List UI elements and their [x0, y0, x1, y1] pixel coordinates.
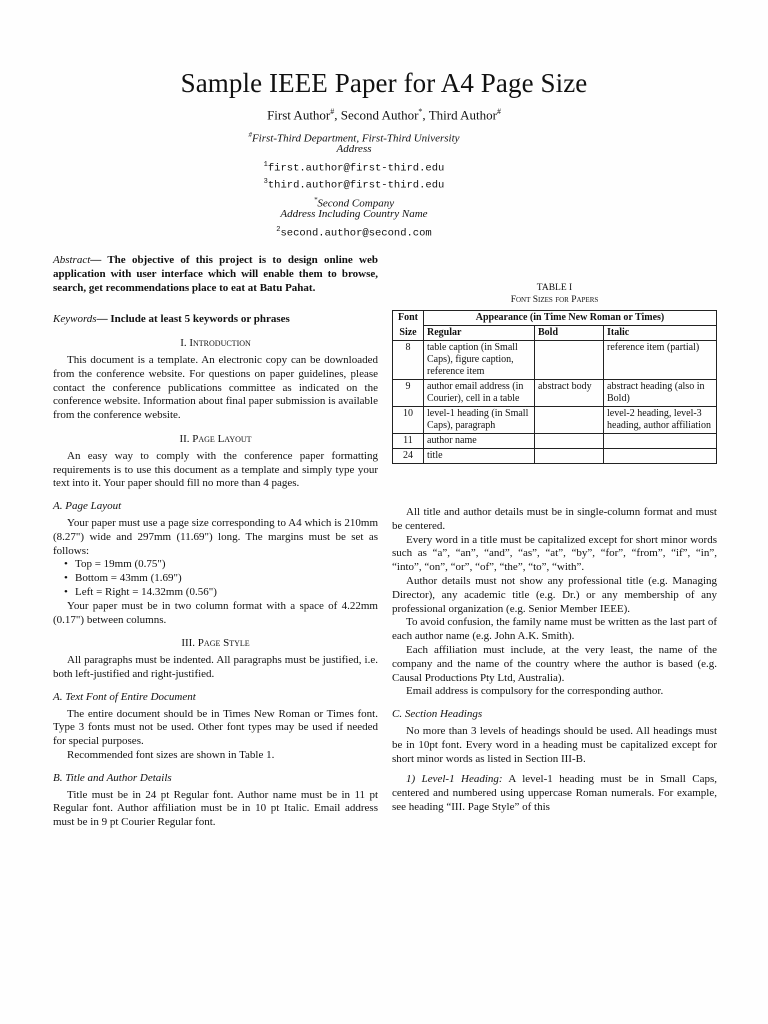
paragraph: An easy way to comply with the conference paper formatting requirements is to use this document as a template and simply type your text into it. Your paper should fill no more than 4 pages.	[53, 449, 378, 490]
header-appearance: Appearance (in Time New Roman or Times)	[424, 311, 717, 326]
cell-size: 8	[393, 341, 424, 380]
table-row	[393, 434, 717, 449]
level1-text: A level-1 heading must be in Small Caps, centered and numbered using uppercase Roman numerals. For example, see heading “III. Page Style” of this	[392, 773, 717, 813]
cell-size: 9	[393, 380, 424, 407]
abstract	[53, 254, 378, 295]
author-2-mark: *	[418, 107, 423, 116]
subsection-heading-page-layout: A. Page Layout	[53, 500, 122, 513]
affiliation-mark: #	[248, 131, 252, 139]
paragraph: Your paper must be in two column format with a space of 4.22mm (0.17") between columns.	[53, 599, 378, 626]
paragraph: All paragraphs must be indented. All paragraphs must be justified, i.e. both left-justified and right-justified.	[53, 654, 378, 680]
paragraph: No more than 3 levels of headings should be used. All headings must be in 10pt font. Every word in a heading must be capitalized except for short minor words as listed in Section III-B.	[392, 724, 717, 765]
email-third-author	[0, 178, 708, 192]
paragraph: Author details must not show any professional title (e.g. Managing Director), any academic title (e.g. Dr.) or any membership of any professional organization (e.g. Senior Member IEEE).	[392, 574, 717, 615]
affiliation-address: Address	[336, 143, 372, 155]
header-bold: Bold	[535, 326, 604, 341]
abstract-label: Abstract	[53, 254, 91, 266]
author-3-mark: #	[496, 107, 501, 116]
subsection-heading-section-headings: C. Section Headings	[392, 708, 483, 721]
email-text: third.author@first-third.edu	[267, 179, 445, 192]
header-regular: Regular	[424, 326, 535, 341]
author-1-mark: #	[330, 107, 335, 116]
email-text: first.author@first-third.edu	[267, 162, 445, 175]
cell-bold	[535, 407, 604, 434]
paragraph: This document is a template. An electronic copy can be downloaded from the conference website. For questions on paper guidelines, please contact the conference publications committee as indicated on the conference website. Information about final paper submission is available from the conference website.	[53, 353, 378, 422]
font-size-table	[392, 310, 717, 464]
table-header-row	[393, 326, 717, 341]
section-heading-page-style: III. Page Style	[181, 637, 250, 650]
table-header-row	[393, 311, 717, 326]
email-mark: 3	[263, 178, 268, 186]
cell-regular: author email address (in Courier), cell in a table	[424, 380, 535, 407]
paragraph: Title must be in 24 pt Regular font. Author name must be in 11 pt Regular font. Author affiliation must be in 10 pt Italic. Email address must be in 9 pt Courier Regular font.	[53, 788, 378, 829]
cell-bold	[535, 449, 604, 464]
cell-regular: level-1 heading (in Small Caps), paragraph	[424, 407, 535, 434]
subsection-heading-title-author: B. Title and Author Details	[53, 771, 172, 784]
cell-italic: abstract heading (also in Bold)	[604, 380, 717, 407]
margin-list	[53, 558, 378, 599]
table-title: Font Sizes for Papers	[510, 295, 599, 305]
keywords-label: Keywords	[53, 313, 97, 326]
email-mark: 1	[263, 161, 268, 169]
cell-regular: table caption (in Small Caps), figure caption, reference item	[424, 341, 535, 380]
cell-regular: title	[424, 449, 535, 464]
cell-italic: reference item (partial)	[604, 341, 717, 380]
paragraph: Email address is compulsory for the corresponding author.	[406, 685, 664, 698]
right-column	[392, 506, 717, 815]
table-row	[393, 449, 717, 464]
email-text: second.author@second.com	[280, 227, 432, 240]
author-sep: ,	[422, 107, 429, 123]
subsection-heading-text-font: A. Text Font of Entire Document	[53, 690, 196, 703]
cell-size: 10	[393, 407, 424, 434]
email-first-author	[0, 161, 708, 175]
paragraph: The entire document should be in Times New Roman or Times font. Type 3 fonts must not be used. Other font types may be used if needed for special purposes.	[53, 707, 378, 748]
header-font: Font	[393, 311, 424, 326]
table-caption	[392, 282, 717, 306]
affiliation-company-address: Address Including Country Name	[280, 208, 428, 220]
list-item: • Bottom = 43mm (1.69")	[75, 572, 378, 586]
cell-size: 11	[393, 434, 424, 449]
email-second-author	[0, 226, 708, 240]
author-2: Second Author	[340, 107, 419, 123]
affiliation-mark: *	[313, 196, 318, 204]
paragraph: Every word in a title must be capitalized except for short minor words such as “a”, “an”, “and”, “as”, “at”, “by”, “for”, “from”, “if”, “in”, “into”, “on”, “or”, “of”, “the”, “to”, “with”.	[392, 533, 717, 574]
paragraph: Each affiliation must include, at the very least, the name of the company and the name of the country where the author is based (e.g. Causal Productions Pty Ltd, Australia).	[392, 643, 717, 684]
author-sep: ,	[334, 107, 341, 123]
keywords-text: Include at least 5 keywords or phrases	[110, 313, 290, 326]
table-row	[393, 341, 717, 380]
left-column	[53, 254, 378, 830]
keywords-dash: —	[96, 313, 111, 326]
cell-italic	[604, 434, 717, 449]
paragraph: All title and author details must be in single-column format and must be centered.	[392, 506, 717, 532]
section-heading-introduction: I. Introduction	[180, 337, 251, 350]
paragraph-level1	[392, 773, 717, 814]
cell-italic	[604, 449, 717, 464]
keywords	[53, 313, 378, 327]
cell-bold	[535, 341, 604, 380]
affiliation-text: Second Company	[317, 197, 395, 210]
header-italic: Italic	[604, 326, 717, 341]
paper-title: Sample IEEE Paper for A4 Page Size	[180, 68, 588, 98]
author-3: Third Author	[428, 107, 497, 123]
author-1: First Author	[267, 107, 331, 123]
author-line	[0, 107, 768, 123]
table-label: TABLE I	[536, 283, 573, 293]
paragraph: To avoid confusion, the family name must be written as the last part of each author name (e.g. John A.K. Smith).	[392, 616, 717, 643]
cell-bold	[535, 434, 604, 449]
list-item: • Top = 19mm (0.75")	[75, 558, 378, 572]
table-row	[393, 407, 717, 434]
level1-label: 1) Level-1 Heading:	[406, 773, 503, 786]
table-row	[393, 380, 717, 407]
header-size: Size	[393, 326, 424, 341]
section-heading-page-layout: II. Page Layout	[179, 432, 252, 445]
cell-italic: level-2 heading, level-3 heading, author affiliation	[604, 407, 717, 434]
email-mark: 2	[276, 226, 281, 234]
abstract-dash: —	[90, 254, 108, 266]
cell-regular: author name	[424, 434, 535, 449]
paragraph: Your paper must use a page size corresponding to A4 which is 210mm (8.27") wide and 297mm (11.69") long. The margins must be set as follows:	[53, 516, 378, 557]
affiliation-text: First-Third Department, First-Third University	[251, 132, 460, 145]
abstract-text: The objective of this project is to design online web application with user interface which will enable them to browse, search, get recommendations place to eat at Batu Pahat.	[53, 254, 378, 294]
cell-bold: abstract body	[535, 380, 604, 407]
cell-size: 24	[393, 449, 424, 464]
paragraph: Recommended font sizes are shown in Table 1.	[67, 748, 275, 761]
list-item: • Left = Right = 14.32mm (0.56")	[75, 586, 378, 600]
